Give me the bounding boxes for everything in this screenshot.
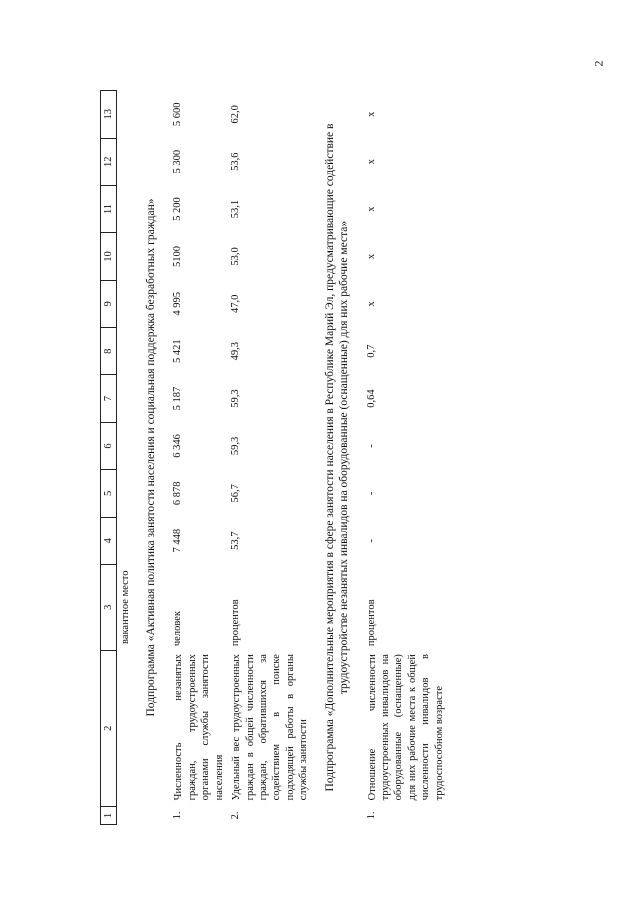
value-cell: x <box>365 111 377 117</box>
header-col-9: 9 <box>101 280 117 327</box>
header-col-6: 6 <box>101 422 117 469</box>
value-cell: 53,6 <box>230 152 242 171</box>
value-cell: x <box>365 301 377 307</box>
indicator-name: Численность незанятых граждан, трудоустроенных органами службы занятости населения <box>173 654 225 801</box>
subprogram-2-title: Подпрограмма «Дополнительные мероприятия в сфере занятости населения в Республике Марий Эл, предусматривающие содействие в трудоустройстве незанятых инвалидов на оборудованные (оснащенные) для них рабочие места» <box>323 123 351 792</box>
value-cell: 59,3 <box>230 436 242 456</box>
unit-of-measure: процентов <box>230 599 242 647</box>
value-cell: 53,0 <box>230 247 242 266</box>
value-cell: 59,3 <box>230 389 242 408</box>
value-cell: x <box>365 206 377 212</box>
value-cell: 7 448 <box>172 528 184 553</box>
header-col-4: 4 <box>101 517 117 564</box>
value-cell: 0,7 <box>365 344 377 358</box>
subprogram-1-title: Подпрограмма «Активная политика занятости населения и социальная поддержка безработных граждан» <box>145 198 157 717</box>
header-row <box>101 91 117 825</box>
value-cell: 62,0 <box>230 105 242 124</box>
indicator-name: Отношение численности трудоустроенных инвалидов на оборудованные (оснащенные) для них рабочие места к общей численности инвалидов в трудоспособном возрасте <box>366 654 445 801</box>
header-col-8: 8 <box>101 328 117 375</box>
value-cell: - <box>365 491 377 496</box>
value-cell: 6 878 <box>172 481 184 506</box>
row-number: 2. <box>230 811 242 820</box>
table-row <box>226 91 311 825</box>
value-cell: x <box>365 159 377 165</box>
value-cell: 53,1 <box>230 199 242 219</box>
header-col-13: 13 <box>101 91 117 139</box>
indicators-table <box>100 90 446 825</box>
value-cell: 47,0 <box>230 294 242 314</box>
value-cell: 5 187 <box>172 386 184 411</box>
value-cell: 5 300 <box>172 149 184 174</box>
header-col-5: 5 <box>101 470 117 517</box>
header-col-12: 12 <box>101 138 117 185</box>
value-cell: 4 995 <box>172 292 184 316</box>
vacant-place-note: вакантное место <box>120 570 131 644</box>
value-cell: - <box>365 444 377 448</box>
table-row <box>362 91 447 825</box>
indicator-name: Удельный вес трудоустроенных граждан в общей численности граждан, обратившихся за содействием в поиске подходящей работы в органы службы занятости <box>231 654 310 801</box>
value-cell: 5 421 <box>172 339 184 364</box>
header-col-11: 11 <box>101 185 117 232</box>
header-col-3: 3 <box>101 564 117 650</box>
value-cell: 5 200 <box>172 197 184 221</box>
value-cell: 0,64 <box>365 389 377 408</box>
header-col-7: 7 <box>101 375 117 422</box>
header-col-1: 1 <box>101 806 117 824</box>
value-cell: 5 600 <box>172 102 184 127</box>
page-number: 2 <box>591 60 606 67</box>
header-col-10: 10 <box>101 233 117 280</box>
value-cell: 53,7 <box>230 531 242 550</box>
value-cell: 6 346 <box>172 434 184 458</box>
value-cell: 5100 <box>172 245 184 267</box>
table-row <box>168 91 226 825</box>
value-cell: 49,3 <box>230 342 242 361</box>
value-cell: x <box>365 253 377 260</box>
unit-of-measure: человек <box>172 611 184 647</box>
row-number: 1. <box>172 811 184 820</box>
unit-of-measure: процентов <box>365 599 377 647</box>
value-cell: - <box>365 538 377 543</box>
rotated-table-sheet <box>100 90 525 825</box>
row-number: 1. <box>365 811 377 820</box>
value-cell: 56,7 <box>230 484 242 503</box>
header-col-2: 2 <box>101 650 117 806</box>
